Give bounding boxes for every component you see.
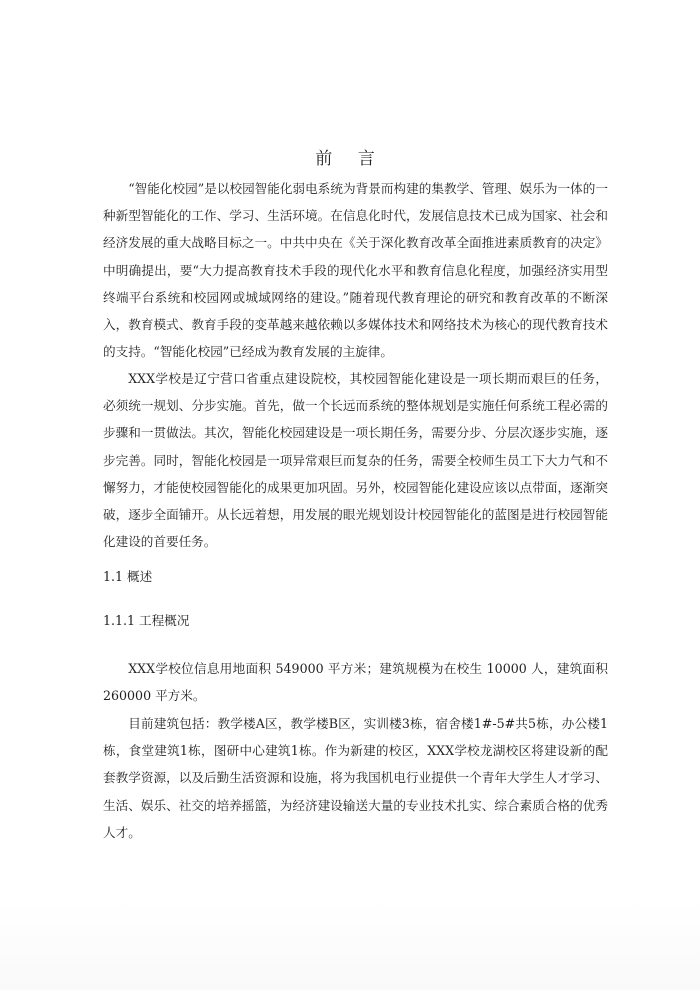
section-heading-project-overview: 1.1.1 工程概况: [103, 613, 190, 628]
project-paragraph-1: XXX学校位信息用地面积 549000 平方米；建筑规模为在校生 10000 人，建筑面积260000 平方米。: [103, 661, 608, 704]
document-title: 前 言: [315, 149, 385, 169]
project-paragraph-2: 目前建筑包括：教学楼A区，教学楼B区，实训楼3栋，宿舍楼1#-5#共5栋，办公楼1栋，食堂建筑1栋，图研中心建筑1栋。作为新建的校区，XXX学校龙湖校区将建设新的配套教学资源，以及后勤生活资源和设施，将为我国机电行业提供一个青年大学生人才学习、生活、娱乐、社交的培养摇篮，为经济建设输送大量的专业技术扎实、综合素质合格的优秀人才。: [103, 716, 608, 840]
page-bottom-shade: [0, 900, 700, 990]
section-heading-overview: 1.1 概述: [103, 569, 153, 584]
intro-paragraph-2: XXX学校是辽宁营口省重点建设院校，其校园智能化建设是一项长期而艰巨的任务，必须统一规划、分步实施。首先，做一个长远而系统的整体规划是实施任何系统工程必需的步骤和一贯做法。其次，智能化校园建设是一项长期任务，需要分步、分层次逐步实施，逐步完善。同时，智能化校园是一项异常艰巨而复杂的任务，需要全校师生员工下大力气和不懈努力，才能使校园智能化的成果更加巩固。另外，校园智能化建设应该以点带面，逐渐突破，逐步全面铺开。从长远着想，用发展的眼光规划设计校园智能化的蓝图是进行校园智能化建设的首要任务。: [103, 371, 608, 550]
intro-paragraph-1: “智能化校园”是以校园智能化弱电系统为背景而构建的集教学、管理、娱乐为一体的一种新型智能化的工作、学习、生活环境。在信息化时代，发展信息技术已成为国家、社会和经济发展的重大战略目标之一。中共中央在《关于深化教育改革全面推进素质教育的决定》中明确提出，要“大力提高教育技术手段的现代化水平和教育信息化程度，加强经济实用型终端平台系统和校园网或城域网络的建设。”随着现代教育理论的研究和教育改革的不断深入，教育模式、教育手段的变革越来越依赖以多媒体技术和网络技术为核心的现代教育技术的支持。“智能化校园”已经成为教育发展的主旋律。: [103, 181, 608, 360]
